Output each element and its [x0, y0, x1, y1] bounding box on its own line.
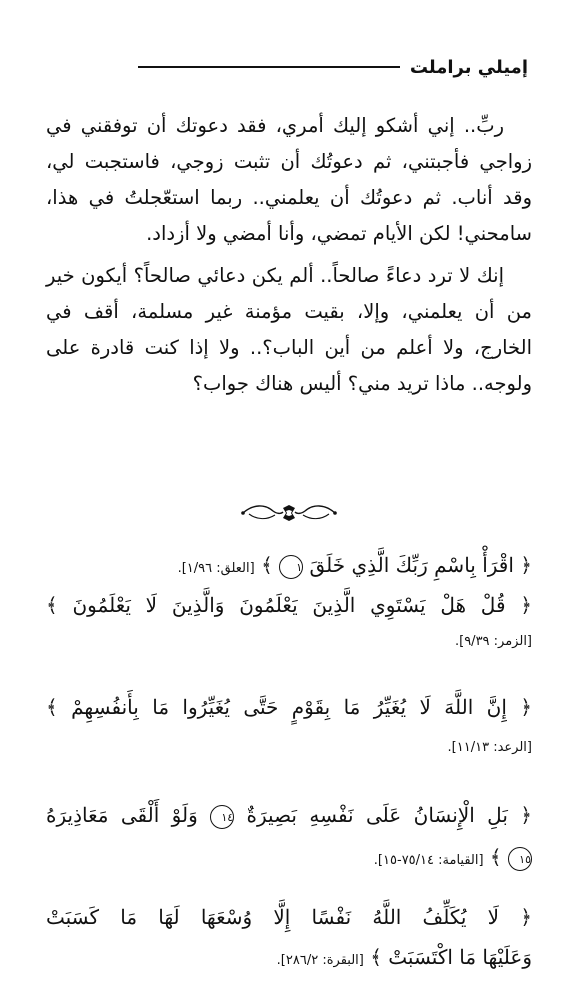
verse-alaq-reference: [العلق: ١/٩٦].	[177, 561, 255, 576]
running-header	[50, 50, 528, 84]
verse-baqarah-text-2: وَعَلَيْهَا مَا اكْتَسَبَتْ ﴾	[370, 945, 532, 969]
verse-qiyamah-line-2	[46, 840, 532, 878]
verse-qiyamah-reference: [القيامة: ٧٥/١٤-١٥].	[373, 853, 484, 868]
header-title: إميلي براملت	[409, 56, 528, 78]
verse-close-bracket: ﴾	[261, 553, 273, 577]
ayah-number-marker: ١٤	[210, 805, 234, 829]
verse-baqarah-reference: [البقرة: ٢٨٦/٢].	[276, 953, 364, 968]
verse-zumar: ﴿ قُلْ هَلْ يَسْتَوِي الَّذِينَ يَعْلَمُونَ وَالَّذِينَ لَا يَعْلَمُونَ ﴾	[46, 593, 532, 617]
verse-close-bracket: ﴾	[489, 845, 502, 869]
verse-alaq	[46, 548, 532, 586]
verse-raad-reference: [الرعد: ١١/١٣].	[447, 740, 532, 755]
verse-zumar-reference: [الزمر: ٩/٣٩].	[454, 634, 532, 649]
verse-qiyamah-text-2: وَلَوْ أَلْقَى مَعَاذِيرَهُ	[46, 803, 198, 827]
verse-baqarah-line-1: ﴿ لَا يُكَلِّفُ اللَّهُ نَفْسًا إِلَّا وُسْعَهَا لَهَا مَا كَسَبَتْ	[46, 905, 532, 929]
ayah-number-marker: ١	[279, 555, 303, 579]
paragraph-2: إنك لا ترد دعاءً صالحاً.. ألم يكن دعائي صالحاً؟ أيكون خير من أن يعلمني، وإلا، بقيت مؤمنة غير مسلمة، أقف في الخارج، ولا أعلم من أين الباب؟.. ولا إذا كنت قادرة على ولوجه.. ماذا تريد مني؟ أليس هناك جواب؟	[46, 264, 532, 395]
verse-baqarah-line-2	[46, 940, 532, 978]
verse-alaq-text: ﴿ اقْرَأْ بِاسْمِ رَبِّكَ الَّذِي خَلَقَ	[309, 553, 532, 577]
ayah-number-marker: ١٥	[508, 847, 532, 871]
body-text	[46, 108, 532, 408]
paragraph-1: ربِّ.. إني أشكو إليك أمري، فقد دعوتك أن توفقني في زواجي فأجبتني، ثم دعوتُك أن تثبت زوجي، فاستجبت لي، وقد أناب. ثم دعوتُك أن يعلمني.. ربما استعّجلتُ في هذا، سامحني! لكن الأيام تمضي، وأنا أمضي ولا أزداد.	[46, 114, 532, 245]
verse-qiyamah-line-1	[46, 798, 532, 832]
floral-divider-icon	[0, 502, 578, 524]
verse-qiyamah-text-1: ﴿ بَلِ الْإِنسَانُ عَلَى نَفْسِهِ بَصِيرَةٌ	[246, 803, 532, 827]
verse-raad: ﴿ إِنَّ اللَّهَ لَا يُغَيِّرُ مَا بِقَوْمٍ حَتَّى يُغَيِّرُوا مَا بِأَنفُسِهِمْ ﴾	[46, 695, 532, 719]
header-rule	[138, 66, 400, 68]
